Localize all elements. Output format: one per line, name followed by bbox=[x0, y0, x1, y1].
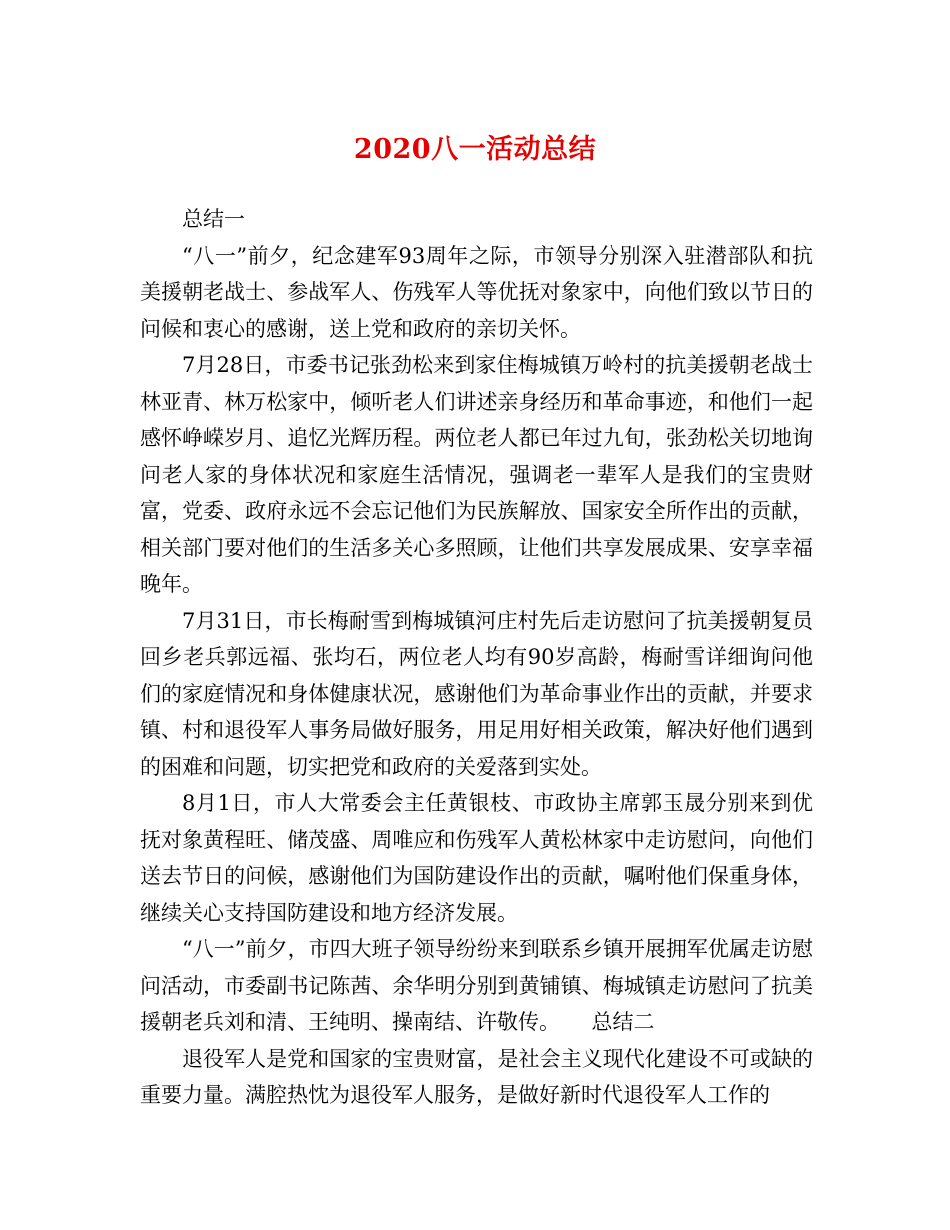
paragraph-heading: 总结一 bbox=[182, 207, 245, 231]
paragraph: “八一”前夕，市四大班子领导纷纷来到联系乡镇开展拥军优属走访慰问活动，市委副书记陈茜、余华明分别到黄铺镇、梅城镇走访慰问了抗美援朝老兵刘和清、王纯明、操南结、许敬传。 总结二 bbox=[140, 937, 813, 1034]
paragraph: 7月28日，市委书记张劲松来到家住梅城镇万岭村的抗美援朝老战士林亚青、林万松家中，倾听老人们讲述亲身经历和革命事迹，和他们一起感怀峥嵘岁月、追忆光辉历程。两位老人都已年过九旬，张劲松关切地询问老人家的身体状况和家庭生活情况，强调老一辈军人是我们的宝贵财富，党委、政府永远不会忘记他们为民族解放、国家安全所作出的贡献，相关部门要对他们的生活多关心多照顾，让他们共享发展成果、安享幸福晚年。 bbox=[140, 353, 813, 596]
document-body bbox=[140, 201, 813, 1114]
paragraph: 退役军人是党和国家的宝贵财富，是社会主义现代化建设不可或缺的重要力量。满腔热忱为退役军人服务，是做好新时代退役军人工作的 bbox=[140, 1046, 813, 1107]
paragraph: “八一”前夕，纪念建军93周年之际，市领导分别深入驻潜部队和抗美援朝老战士、参战军人、伤残军人等优抚对象家中，向他们致以节日的问候和衷心的感谢，送上党和政府的亲切关怀。 bbox=[140, 243, 813, 341]
paragraph: 8月1日，市人大常委会主任黄银枝、市政协主席郭玉晟分别来到优抚对象黄程旺、储茂盛、周唯应和伤残军人黄松林家中走访慰问，向他们送去节日的问候，感谢他们为国防建设作出的贡献，嘱咐他们保重身体，继续关心支持国防建设和地方经济发展。 bbox=[140, 791, 813, 925]
paragraph: 7月31日，市长梅耐雪到梅城镇河庄村先后走访慰问了抗美援朝复员回乡老兵郭远福、张均石，两位老人均有90岁高龄，梅耐雪详细询问他们的家庭情况和身体健康状况，感谢他们为革命事业作出的贡献，并要求镇、村和退役军人事务局做好服务，用足用好相关政策，解决好他们遇到的困难和问题，切实把党和政府的关爱落到实处。 bbox=[140, 608, 813, 779]
document-title: 2020八一活动总结 bbox=[353, 134, 597, 165]
